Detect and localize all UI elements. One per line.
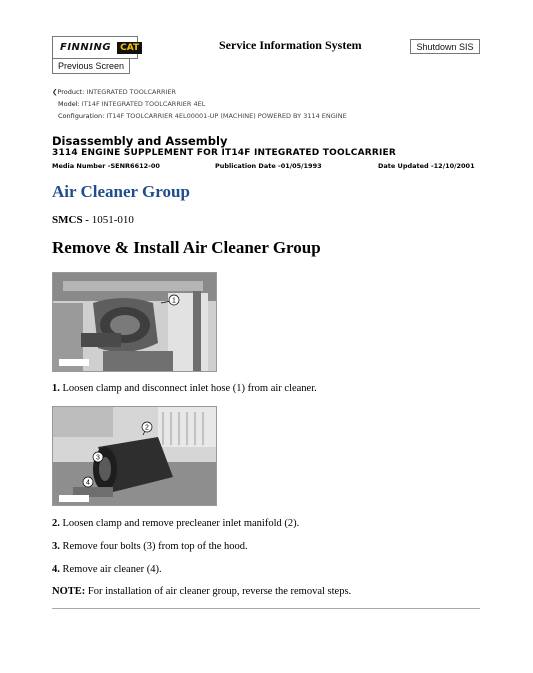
finning-logo-text: FINNING	[60, 42, 112, 53]
figure-2-photo	[52, 406, 217, 506]
bottom-divider	[52, 608, 480, 609]
step-4: 4. Remove air cleaner (4).	[52, 564, 162, 575]
configuration-value: IT14F TOOLCARRIER 4EL00001-UP (MACHINE) POWERED BY 3114 ENGINE	[106, 112, 347, 120]
document-subtitle: 3114 ENGINE SUPPLEMENT FOR IT14F INTEGRATED TOOLCARRIER	[52, 148, 397, 158]
model-value: IT14F INTEGRATED TOOLCARRIER 4EL	[81, 100, 206, 108]
section-heading: Disassembly and Assembly	[52, 134, 228, 148]
back-arrow-icon: ❮	[52, 88, 58, 96]
step-1: 1. Loosen clamp and disconnect inlet hose (1) from air cleaner.	[52, 383, 317, 394]
shutdown-sis-button[interactable]: Shutdown SIS	[410, 39, 480, 54]
cat-logo-badge: CAT	[117, 42, 142, 54]
svg-text:4: 4	[86, 479, 90, 487]
figure-1-photo	[52, 272, 217, 372]
configuration-line: Configuration: IT14F TOOLCARRIER 4EL00001-UP (MACHINE) POWERED BY 3114 ENGINE	[58, 112, 347, 120]
publication-date: Publication Date -01/05/1993	[215, 162, 322, 170]
finning-cat-logo	[52, 36, 138, 59]
svg-text:3: 3	[96, 454, 100, 462]
procedure-title: Remove & Install Air Cleaner Group	[52, 238, 321, 257]
svg-text:1: 1	[172, 297, 176, 305]
step-2: 2. Loosen clamp and remove precleaner inlet manifold (2).	[52, 518, 300, 529]
product-breadcrumb[interactable]: ❮Product: INTEGRATED TOOLCARRIER	[52, 88, 177, 96]
model-line: Model: IT14F INTEGRATED TOOLCARRIER 4EL	[58, 100, 206, 108]
installation-note: NOTE: For installation of air cleaner group, reverse the removal steps.	[52, 586, 352, 597]
product-value: INTEGRATED TOOLCARRIER	[86, 88, 177, 96]
smcs-code: SMCS - 1051-010	[52, 214, 134, 226]
group-title: Air Cleaner Group	[52, 182, 190, 201]
date-updated: Date Updated -12/10/2001	[378, 162, 475, 170]
page-title: Service Information System	[219, 38, 362, 52]
svg-text:2: 2	[145, 424, 149, 432]
step-3: 3. Remove four bolts (3) from top of the hood.	[52, 541, 248, 552]
media-number: Media Number -SENR6612-00	[52, 162, 160, 170]
previous-screen-button[interactable]: Previous Screen	[52, 58, 130, 74]
